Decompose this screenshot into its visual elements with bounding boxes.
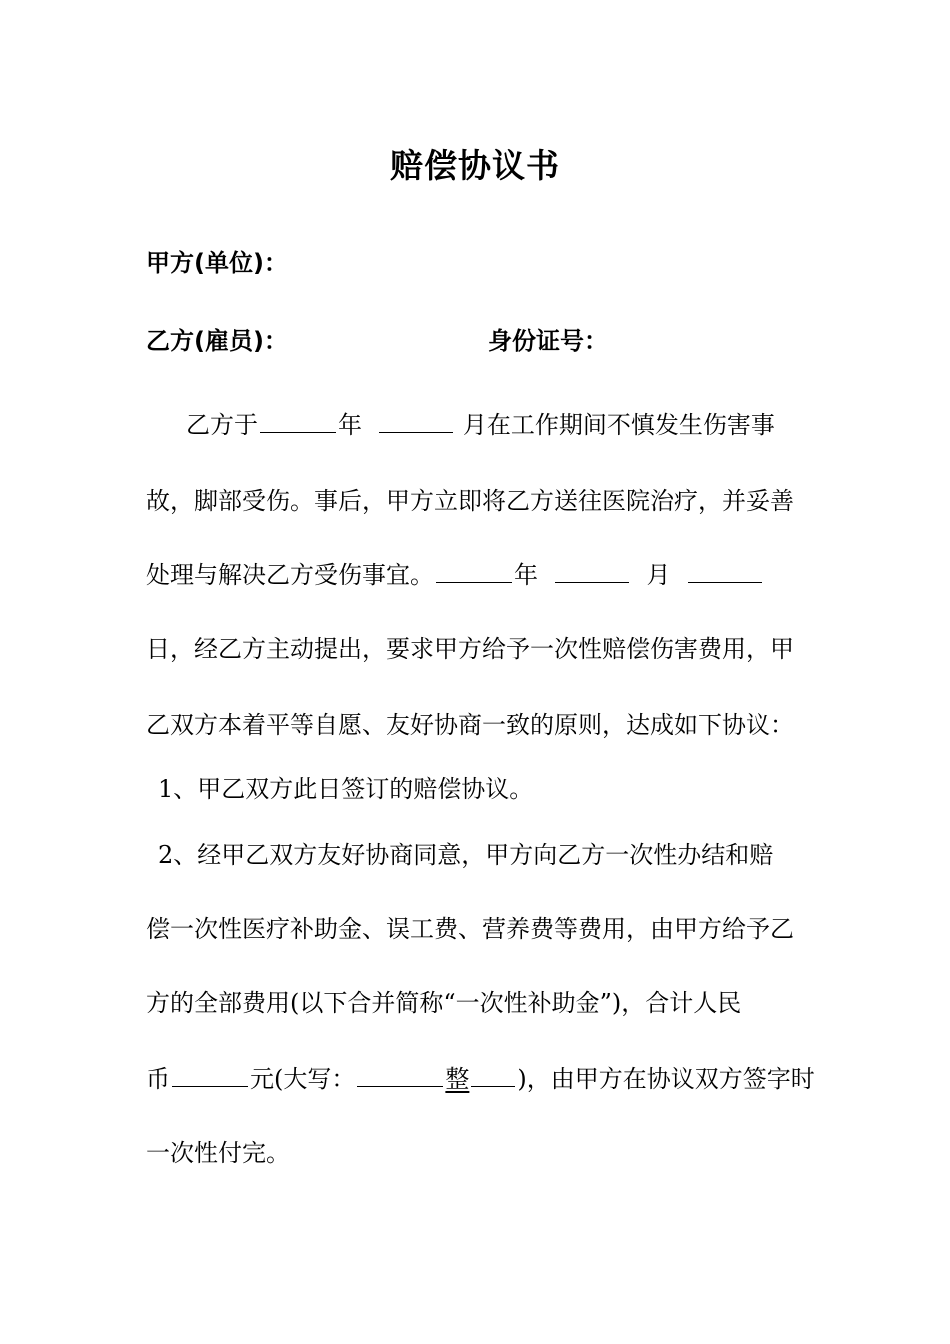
day-blank bbox=[688, 560, 762, 583]
year-blank bbox=[260, 410, 336, 433]
month-blank bbox=[379, 410, 453, 433]
clause-2-line4 bbox=[146, 1062, 815, 1096]
text: 年 bbox=[514, 561, 538, 589]
para1-line3 bbox=[146, 558, 764, 592]
clause-1: 1、甲乙双方此日签订的赔偿协议。 bbox=[158, 775, 534, 803]
party-a-label: 甲方(单位)： bbox=[146, 249, 288, 277]
text: 元(大写： bbox=[250, 1065, 356, 1093]
clause-2-line3: 方的全部费用(以下合并简称“一次性补助金”)，合计人民 bbox=[146, 989, 742, 1017]
month-blank bbox=[555, 560, 629, 583]
clause-2-line5: 一次性付完。 bbox=[146, 1139, 290, 1167]
year-blank bbox=[436, 560, 512, 583]
para1-line2: 故，脚部受伤。事后，甲方立即将乙方送往医院治疗，并妥善 bbox=[146, 487, 794, 515]
document-title: 赔偿协议书 bbox=[390, 146, 560, 185]
amount-words-blank-tail bbox=[471, 1064, 515, 1087]
para1-line5: 乙双方本着平等自愿、友好协商一致的原则，达成如下协议： bbox=[146, 711, 794, 739]
text: 月在工作期间不慎发生伤害事 bbox=[462, 411, 775, 439]
para1-line1 bbox=[186, 408, 775, 442]
text: 处理与解决乙方受伤事宜。 bbox=[146, 561, 434, 589]
para1-line4: 日，经乙方主动提出，要求甲方给予一次性赔偿伤害费用，甲 bbox=[146, 635, 794, 663]
amount-blank bbox=[172, 1064, 248, 1087]
clause-2-line1: 2、经甲乙双方友好协商同意，甲方向乙方一次性办结和赔 bbox=[158, 841, 774, 869]
text: 年 bbox=[338, 411, 362, 439]
text: 月 bbox=[646, 561, 671, 589]
text: 乙方于 bbox=[186, 411, 258, 439]
clause-2-line2: 偿一次性医疗补助金、误工费、营养费等费用，由甲方给予乙 bbox=[146, 915, 794, 943]
text: 整 bbox=[445, 1065, 470, 1093]
id-number-label: 身份证号： bbox=[488, 327, 608, 355]
amount-words-blank bbox=[357, 1064, 443, 1087]
text: 币 bbox=[146, 1065, 170, 1093]
text: )，由甲方在协议双方签字时 bbox=[517, 1065, 815, 1093]
party-b-label: 乙方(雇员)： bbox=[146, 327, 288, 355]
